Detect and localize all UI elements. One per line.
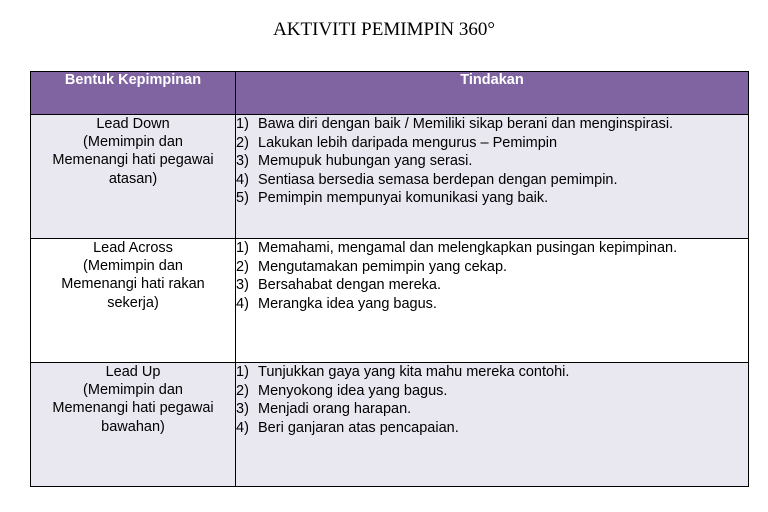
list-item	[236, 363, 748, 382]
item-number: 2)	[236, 258, 249, 275]
list-item	[236, 258, 748, 277]
item-text: Pemimpin mempunyai komunikasi yang baik.	[258, 190, 549, 207]
item-text: Memupuk hubungan yang serasi.	[258, 153, 473, 170]
actions-cell	[236, 239, 749, 363]
item-text: Memahami, mengamal dan melengkapkan pusingan kepimpinan.	[258, 240, 678, 256]
action-list	[236, 363, 748, 437]
list-item	[236, 276, 748, 295]
item-text: Menjadi orang harapan.	[258, 401, 412, 418]
item-text: Tunjukkan gaya yang kita mahu mereka contohi.	[258, 364, 570, 380]
header-tindakan: Tindakan	[236, 72, 749, 115]
list-item	[236, 239, 748, 258]
list-item	[236, 134, 748, 153]
item-number: 3)	[236, 277, 249, 294]
item-text: Merangka idea yang bagus.	[258, 295, 437, 312]
lead-name: Lead Across	[93, 240, 173, 256]
item-number: 2)	[236, 382, 249, 399]
list-item	[236, 115, 748, 134]
item-number: 1)	[236, 364, 249, 380]
item-text: Menyokong idea yang bagus.	[258, 382, 448, 399]
item-number: 3)	[236, 153, 249, 170]
action-list	[236, 239, 748, 313]
lead-desc-line: (Memimpin dan	[83, 382, 183, 399]
list-item	[236, 171, 748, 190]
item-text: Bawa diri dengan baik / Memiliki sikap berani dan menginspirasi.	[258, 116, 674, 132]
lead-desc-line: atasan)	[108, 170, 158, 187]
list-item	[236, 295, 748, 314]
action-list	[236, 115, 748, 208]
item-text: Beri ganjaran atas pencapaian.	[258, 419, 459, 436]
list-item	[236, 400, 748, 419]
lead-desc-line: Memenangi hati pegawai	[52, 400, 214, 417]
item-number: 1)	[236, 116, 249, 132]
lead-desc-line: bawahan)	[101, 418, 165, 435]
item-text: Lakukan lebih daripada mengurus – Pemimpin	[258, 134, 558, 151]
list-item	[236, 152, 748, 171]
lead-desc-line: Memenangi hati pegawai	[52, 152, 214, 169]
table-header-row	[31, 72, 749, 115]
table-row-lead-up	[31, 363, 749, 487]
lead-desc-line: (Memimpin dan	[83, 134, 183, 151]
page-title: AKTIVITI PEMIMPIN 360°	[273, 19, 495, 40]
leadership-table	[30, 71, 749, 487]
table-row-lead-down	[31, 115, 749, 239]
list-item	[236, 382, 748, 401]
table-row-lead-across	[31, 239, 749, 363]
lead-type-cell	[31, 363, 236, 487]
actions-cell	[236, 363, 749, 487]
lead-name: Lead Up	[105, 364, 161, 380]
actions-cell	[236, 115, 749, 239]
item-number: 3)	[236, 401, 249, 418]
item-number: 2)	[236, 134, 249, 151]
lead-desc-line: sekerja)	[107, 294, 159, 311]
list-item	[236, 189, 748, 208]
lead-name: Lead Down	[96, 116, 170, 132]
item-text: Mengutamakan pemimpin yang cekap.	[258, 258, 508, 275]
lead-desc-line: Memenangi hati rakan	[61, 276, 205, 293]
item-number: 4)	[236, 295, 249, 312]
list-item	[236, 419, 748, 438]
item-number: 4)	[236, 171, 249, 188]
lead-type-cell	[31, 239, 236, 363]
lead-desc-line: (Memimpin dan	[83, 258, 183, 275]
item-number: 4)	[236, 419, 249, 436]
item-text: Bersahabat dengan mereka.	[258, 277, 441, 294]
item-text: Sentiasa bersedia semasa berdepan dengan pemimpin.	[258, 171, 618, 188]
header-bentuk-kepimpinan: Bentuk Kepimpinan	[31, 72, 236, 115]
lead-type-cell	[31, 115, 236, 239]
item-number: 1)	[236, 240, 249, 256]
item-number: 5)	[236, 190, 249, 207]
